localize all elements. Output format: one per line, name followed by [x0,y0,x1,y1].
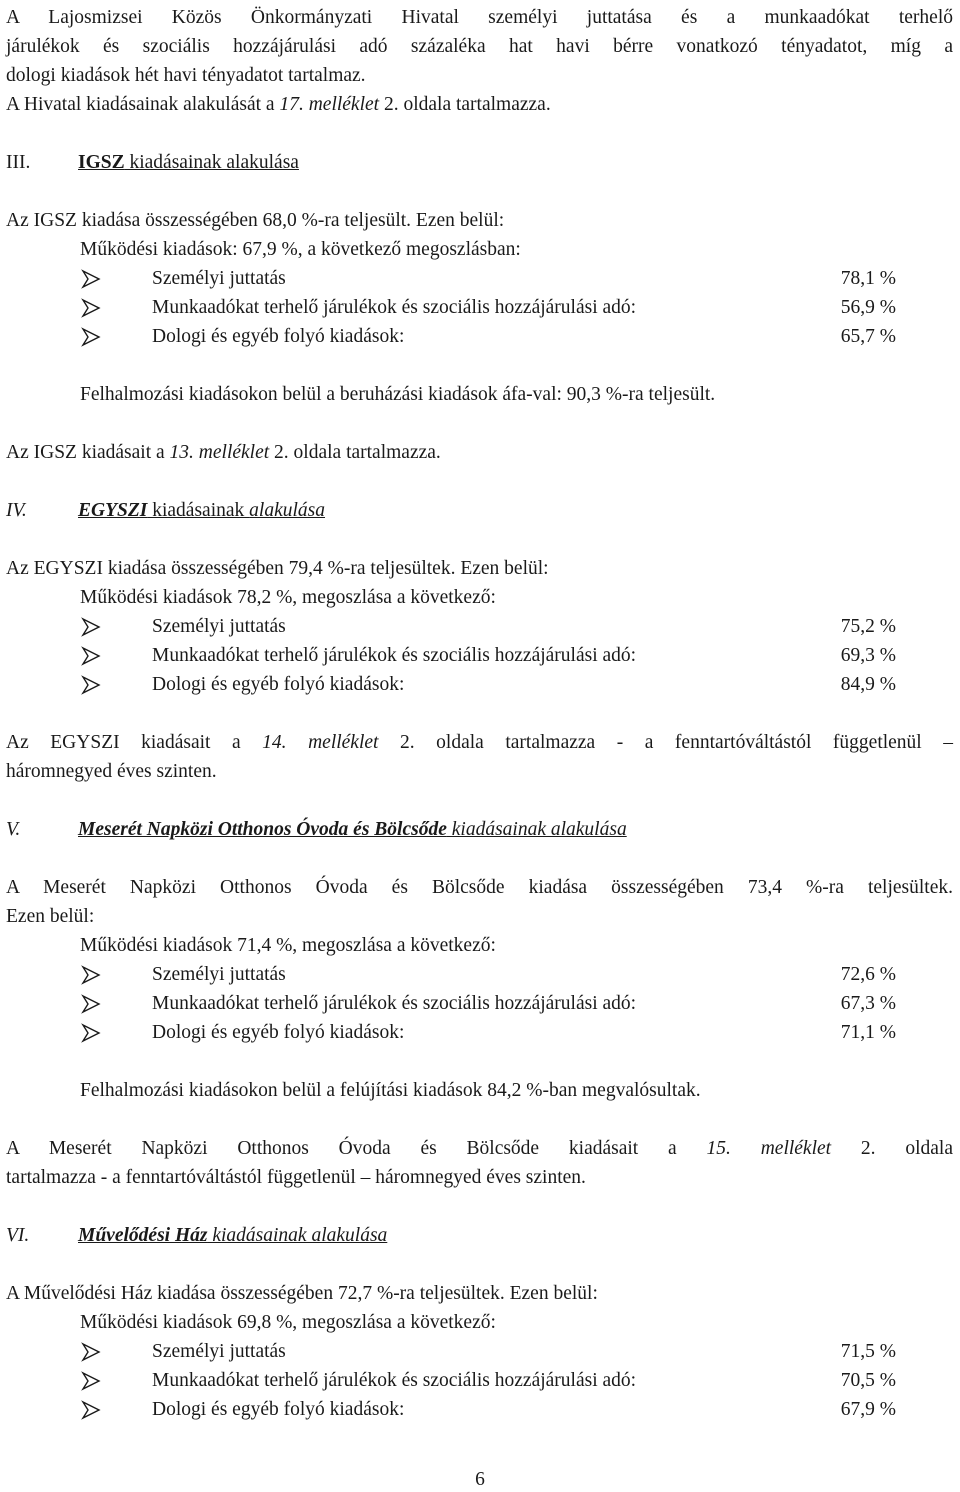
intro-line-1: A Lajosmizsei Közös Önkormányzati Hivatal személyi juttatása és a munkaadókat terhelő [6,7,953,28]
egyszi-reference-line-2: háromnegyed éves szinten. [6,761,217,782]
list-item: Személyi juttatás 75,2 % [80,615,896,639]
igsz-total: Az IGSZ kiadása összességében 68,0 %-ra teljesült. Ezen belül: [6,210,505,231]
kindergarten-total-line-2: Ezen belül: [6,906,95,927]
list-item: Munkaadókat terhelő járulékok és szociális hozzájárulási adó: 67,3 % [80,992,896,1016]
section-heading-iii: III. IGSZ kiadásainak alakulása [6,152,299,173]
kindergarten-working-expenses: Működési kiadások 71,4 %, megoszlása a következő: [80,935,496,956]
section-heading-vi: VI. Művelődési Ház kiadásainak alakulása [6,1225,388,1246]
appendix-ref: 13. melléklet [169,442,270,463]
igsz-reference: Az IGSZ kiadásait a 13. melléklet 2. oldala tartalmazza. [6,442,441,463]
kindergarten-capital-expenses: Felhalmozási kiadásokon belül a felújítási kiadások 84,2 %-ban megvalósultak. [80,1080,701,1101]
appendix-ref: 17. melléklet [279,94,380,115]
igsz-capital-expenses: Felhalmozási kiadásokon belül a beruházási kiadások áfa-val: 90,3 %-ra teljesült. [80,384,716,405]
list-item: Személyi juttatás 71,5 % [80,1340,896,1364]
arrow-bullet-icon [80,994,102,1014]
culture-house-total: A Művelődési Ház kiadása összességében 72,7 %-ra teljesültek. Ezen belül: [6,1283,598,1304]
arrow-bullet-icon [80,1023,102,1043]
kindergarten-reference-line-2: tartalmazza - a fenntartóváltástól függetlenül – háromnegyed éves szinten. [6,1167,586,1188]
egyszi-total: Az EGYSZI kiadása összességében 79,4 %-ra teljesültek. Ezen belül: [6,558,549,579]
list-item: Munkaadókat terhelő járulékok és szociális hozzájárulási adó: 70,5 % [80,1369,896,1393]
list-item: Dologi és egyéb folyó kiadások: 71,1 % [80,1021,896,1045]
arrow-bullet-icon [80,1400,102,1420]
intro-line-2: járulékok és szociális hozzájárulási adó százaléka hat havi bérre vonatkozó tényadatot, míg a [6,36,953,57]
page-number: 6 [475,1469,485,1490]
list-item: Személyi juttatás 72,6 % [80,963,896,987]
section-heading-iv: IV. EGYSZI kiadásainak alakulása [6,500,325,521]
arrow-bullet-icon [80,675,102,695]
arrow-bullet-icon [80,646,102,666]
intro-line-3: dologi kiadások hét havi tényadatot tartalmaz. [6,65,366,86]
kindergarten-reference: A Meserét Napközi Otthonos Óvoda és Bölcsőde kiadásait a 15. melléklet 2. oldala [6,1138,953,1159]
appendix-ref: 15. melléklet [706,1138,832,1159]
kindergarten-total: A Meserét Napközi Otthonos Óvoda és Bölcsőde kiadása összességében 73,4 %-ra teljesültek. [6,877,953,898]
arrow-bullet-icon [80,327,102,347]
list-item: Munkaadókat terhelő járulékok és szociális hozzájárulási adó: 69,3 % [80,644,896,668]
list-item: Személyi juttatás 78,1 % [80,267,896,291]
arrow-bullet-icon [80,269,102,289]
list-item: Munkaadókat terhelő járulékok és szociális hozzájárulási adó: 56,9 % [80,296,896,320]
list-item: Dologi és egyéb folyó kiadások: 84,9 % [80,673,896,697]
igsz-working-expenses: Működési kiadások: 67,9 %, a következő megoszlásban: [80,239,521,260]
arrow-bullet-icon [80,1371,102,1391]
intro-reference: A Hivatal kiadásainak alakulását a 17. melléklet 2. oldala tartalmazza. [6,94,551,115]
arrow-bullet-icon [80,617,102,637]
arrow-bullet-icon [80,298,102,318]
culture-house-working-expenses: Működési kiadások 69,8 %, megoszlása a következő: [80,1312,496,1333]
arrow-bullet-icon [80,965,102,985]
list-item: Dologi és egyéb folyó kiadások: 65,7 % [80,325,896,349]
section-heading-v: V. Meserét Napközi Otthonos Óvoda és Bölcsőde kiadásainak alakulása [6,819,627,840]
egyszi-reference: Az EGYSZI kiadásait a 14. melléklet 2. oldala tartalmazza - a fenntartóváltástól függetlenül – [6,732,954,753]
appendix-ref: 14. melléklet [262,732,379,753]
arrow-bullet-icon [80,1342,102,1362]
egyszi-working-expenses: Működési kiadások 78,2 %, megoszlása a következő: [80,587,496,608]
list-item: Dologi és egyéb folyó kiadások: 67,9 % [80,1398,896,1422]
